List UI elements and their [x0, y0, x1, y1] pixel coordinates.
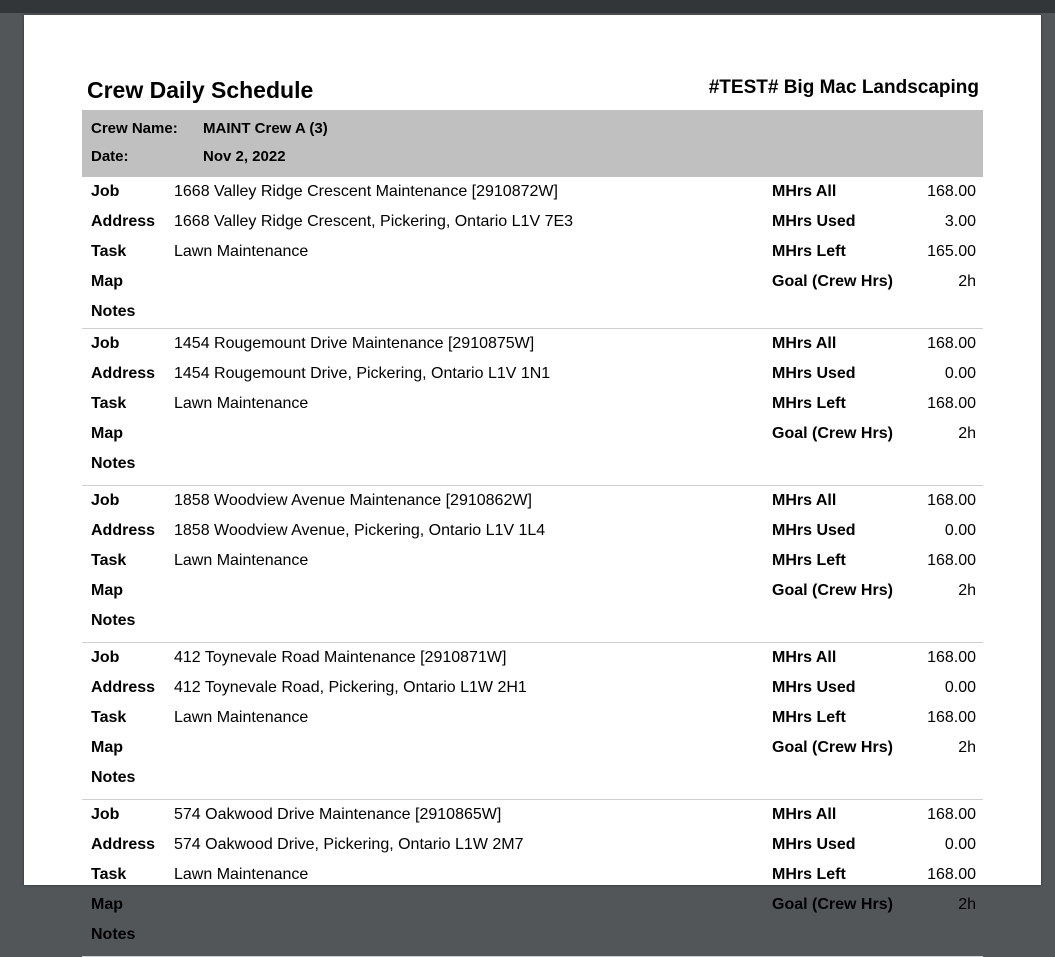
mhrs_all-value: 168.00 [927, 806, 976, 823]
task-value: Lawn Maintenance [174, 395, 309, 412]
job-row-job [82, 329, 983, 359]
task-label: Task [91, 866, 127, 883]
goal-label: Goal (Crew Hrs) [772, 896, 893, 913]
address-value: 574 Oakwood Drive, Pickering, Ontario L1W 2M7 [174, 836, 524, 853]
job-row-address [82, 207, 983, 237]
mhrs_all-label: MHrs All [772, 183, 837, 200]
goal-value: 2h [958, 739, 976, 756]
goal-label: Goal (Crew Hrs) [772, 273, 893, 290]
job-row-map [82, 733, 983, 763]
mhrs_all-value: 168.00 [927, 649, 976, 666]
job-label: Job [91, 183, 120, 200]
viewer-toolbar [0, 0, 1055, 13]
job-row-map [82, 576, 983, 606]
job-entry [82, 329, 983, 486]
mhrs_all-value: 168.00 [927, 183, 976, 200]
notes-label: Notes [91, 303, 136, 320]
address-label: Address [91, 213, 156, 230]
job-row-notes [82, 920, 983, 950]
job-value: 574 Oakwood Drive Maintenance [2910865W] [174, 806, 502, 823]
job-row-job [82, 800, 983, 830]
job-row-address [82, 516, 983, 546]
mhrs_left-value: 168.00 [927, 552, 976, 569]
mhrs_left-value: 165.00 [927, 243, 976, 260]
mhrs_used-label: MHrs Used [772, 836, 856, 853]
crew-name-value: MAINT Crew A (3) [203, 120, 328, 137]
task-value: Lawn Maintenance [174, 552, 309, 569]
job-row-notes [82, 449, 983, 479]
mhrs_left-label: MHrs Left [772, 395, 846, 412]
job-entry [82, 177, 983, 329]
address-value: 1858 Woodview Avenue, Pickering, Ontario L1V 1L4 [174, 522, 546, 539]
task-value: Lawn Maintenance [174, 866, 309, 883]
job-row-notes [82, 606, 983, 636]
job-row-task [82, 237, 983, 267]
job-row-job [82, 643, 983, 673]
address-value: 1668 Valley Ridge Crescent, Pickering, Ontario L1V 7E3 [174, 213, 574, 230]
goal-value: 2h [958, 273, 976, 290]
mhrs_all-value: 168.00 [927, 335, 976, 352]
goal-label: Goal (Crew Hrs) [772, 582, 893, 599]
mhrs_all-label: MHrs All [772, 649, 837, 666]
mhrs_left-label: MHrs Left [772, 866, 846, 883]
job-row-map [82, 890, 983, 920]
mhrs_used-label: MHrs Used [772, 365, 856, 382]
job-list [82, 177, 983, 957]
mhrs_used-value: 0.00 [944, 365, 976, 382]
job-value: 1454 Rougemount Drive Maintenance [2910875W] [174, 335, 535, 352]
notes-label: Notes [91, 455, 136, 472]
mhrs_used-label: MHrs Used [772, 679, 856, 696]
address-label: Address [91, 522, 156, 539]
notes-label: Notes [91, 769, 136, 786]
goal-value: 2h [958, 896, 976, 913]
mhrs_used-value: 0.00 [944, 836, 976, 853]
mhrs_used-value: 3.00 [944, 213, 976, 230]
job-value: 412 Toynevale Road Maintenance [2910871W] [174, 649, 507, 666]
map-label: Map [91, 425, 123, 442]
job-row-notes [82, 763, 983, 793]
mhrs_all-label: MHrs All [772, 335, 837, 352]
goal-label: Goal (Crew Hrs) [772, 425, 893, 442]
mhrs_left-value: 168.00 [927, 709, 976, 726]
job-row-task [82, 703, 983, 733]
job-row-map [82, 267, 983, 297]
notes-label: Notes [91, 612, 136, 629]
task-value: Lawn Maintenance [174, 243, 309, 260]
crew-header [82, 110, 983, 177]
crew-name-label: Crew Name: [91, 120, 178, 137]
notes-label: Notes [91, 926, 136, 943]
map-label: Map [91, 739, 123, 756]
job-value: 1668 Valley Ridge Crescent Maintenance [2910872W] [174, 183, 558, 200]
map-label: Map [91, 896, 123, 913]
job-entry [82, 800, 983, 957]
job-row-notes [82, 297, 983, 327]
job-row-address [82, 830, 983, 860]
mhrs_used-label: MHrs Used [772, 213, 856, 230]
job-value: 1858 Woodview Avenue Maintenance [2910862W] [174, 492, 532, 509]
task-label: Task [91, 243, 127, 260]
job-entry [82, 486, 983, 643]
job-row-address [82, 673, 983, 703]
task-label: Task [91, 395, 127, 412]
mhrs_used-value: 0.00 [944, 522, 976, 539]
goal-value: 2h [958, 582, 976, 599]
mhrs_left-value: 168.00 [927, 866, 976, 883]
job-label: Job [91, 335, 120, 352]
address-value: 412 Toynevale Road, Pickering, Ontario L1W 2H1 [174, 679, 527, 696]
job-row-task [82, 546, 983, 576]
job-label: Job [91, 806, 120, 823]
address-label: Address [91, 365, 156, 382]
task-label: Task [91, 709, 127, 726]
task-value: Lawn Maintenance [174, 709, 309, 726]
job-row-task [82, 860, 983, 890]
job-label: Job [91, 649, 120, 666]
date-label: Date: [91, 148, 129, 165]
mhrs_all-label: MHrs All [772, 806, 837, 823]
address-label: Address [91, 836, 156, 853]
job-row-job [82, 177, 983, 207]
map-label: Map [91, 582, 123, 599]
job-row-map [82, 419, 983, 449]
mhrs_left-label: MHrs Left [772, 709, 846, 726]
mhrs_left-label: MHrs Left [772, 552, 846, 569]
mhrs_used-label: MHrs Used [772, 522, 856, 539]
viewer-margin [1043, 15, 1055, 886]
company-name: #TEST# Big Mac Landscaping [708, 77, 979, 98]
mhrs_left-value: 168.00 [927, 395, 976, 412]
mhrs_all-label: MHrs All [772, 492, 837, 509]
job-row-job [82, 486, 983, 516]
page-title: Crew Daily Schedule [87, 77, 314, 103]
task-label: Task [91, 552, 127, 569]
mhrs_all-value: 168.00 [927, 492, 976, 509]
job-label: Job [91, 492, 120, 509]
goal-value: 2h [958, 425, 976, 442]
job-row-task [82, 389, 983, 419]
date-value: Nov 2, 2022 [203, 148, 286, 165]
mhrs_left-label: MHrs Left [772, 243, 846, 260]
mhrs_used-value: 0.00 [944, 679, 976, 696]
report-page [24, 15, 1041, 943]
address-label: Address [91, 679, 156, 696]
address-value: 1454 Rougemount Drive, Pickering, Ontario L1V 1N1 [174, 365, 551, 382]
map-label: Map [91, 273, 123, 290]
job-row-address [82, 359, 983, 389]
job-entry [82, 643, 983, 800]
goal-label: Goal (Crew Hrs) [772, 739, 893, 756]
